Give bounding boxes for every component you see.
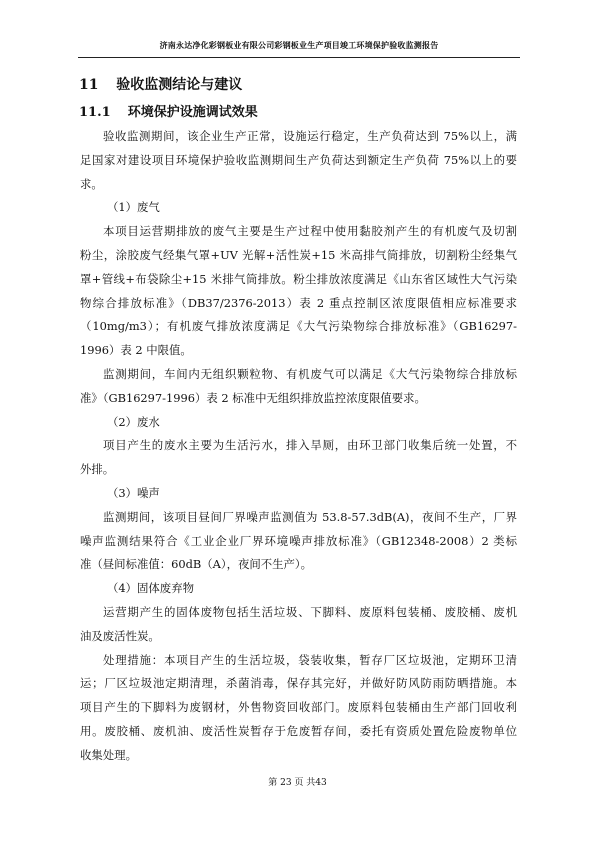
text-line: 验收监测期间，该企业生产正常，设施运行稳定，生产负荷达到 75%以上，满	[103, 129, 517, 143]
text-line: 处理措施：本项目产生的生活垃圾，袋装收集，暂存厂区垃圾池，定期环卫清	[103, 652, 517, 667]
text-line: 物综合排放标准》（DB37/2376-2013）表 2 重点控制区浓度限值相应标准要求	[80, 295, 517, 310]
item-heading: （1）废气	[107, 200, 160, 215]
subsection-heading	[79, 101, 258, 120]
item-heading: （4）固体废弃物	[107, 581, 194, 596]
text-line: 求。	[80, 176, 103, 191]
item-heading: （2）废水	[107, 414, 160, 429]
text-line: 监测期间，该项目昼间厂界噪声监测值为 53.8-57.3dB(A)，夜间不生产，厂界	[103, 509, 517, 524]
report-header: 济南永达净化彩钢板业有限公司彩钢板业生产项目竣工环境保护验收监测报告	[159, 40, 439, 50]
page-number: 第 23 页 共43	[268, 778, 327, 788]
text-line: 油及废活性炭。	[80, 628, 160, 643]
text-line: 本项目运营期排放的废气主要是生产过程中使用黏胶剂产生的有机废气及切割	[103, 224, 517, 239]
text-line: 外排。	[80, 462, 115, 477]
text-line: 罩+管线+布袋除尘+15 米排气筒排放。粉尘排放浓度满足《山东省区域性大气污染	[80, 271, 517, 286]
text-line: 收集处理。	[80, 747, 137, 762]
text-line: 运；厂区垃圾池定期清理，杀菌消毒，保存其完好，并做好防风防雨防晒措施。本	[80, 676, 517, 691]
text-line: 准（昼间标准值：60dB（A），夜间不生产）。	[80, 557, 313, 572]
subsection-title: 环境保护设施调试效果	[127, 105, 258, 120]
section-title: 验收监测结论与建议	[116, 77, 243, 93]
text-line: 1996）表 2 中限值。	[80, 343, 192, 358]
text-line: 准》（GB16297-1996）表 2 标准中无组织排放监控浓度限值要求。	[80, 390, 426, 405]
text-line: 粉尘，涂胶废气经集气罩+UV 光解+活性炭+15 米高排气筒排放，切割粉尘经集气	[80, 247, 517, 262]
text-line: 足国家对建设项目环境保护验收监测期间生产负荷达到额定生产负荷 75%以上的要	[80, 152, 517, 167]
text-line: 监测期间，车间内无组织颗粒物、有机废气可以满足《大气污染物综合排放标	[103, 366, 517, 381]
text-line: 噪声监测结果符合《工业企业厂界环境噪声排放标准》（GB12348-2008）2 类标	[80, 533, 517, 548]
text-line: 项目产生的下脚料为废钢材，外售物资回收部门。废原料包装桶由生产部门回收利	[80, 700, 517, 715]
text-line: 运营期产生的固体废物包括生活垃圾、下脚料、废原料包装桶、废胶桶、废机	[103, 604, 517, 619]
section-number: 11	[79, 77, 99, 93]
section-heading	[79, 74, 242, 94]
text-line: 用。废胶桶、废机油、废活性炭暂存于危废暂存间，委托有资质处置危险废物单位	[80, 723, 517, 738]
subsection-number: 11.1	[79, 105, 111, 120]
item-heading: （3）噪声	[107, 485, 160, 500]
body-text	[80, 125, 517, 768]
header-divider	[78, 57, 520, 58]
text-line: （10mg/m3）；有机废气排放浓度满足《大气污染物综合排放标准》（GB16297-	[80, 319, 517, 334]
text-line: 项目产生的废水主要为生活污水，排入旱厕，由环卫部门收集后统一处置，不	[103, 438, 517, 453]
